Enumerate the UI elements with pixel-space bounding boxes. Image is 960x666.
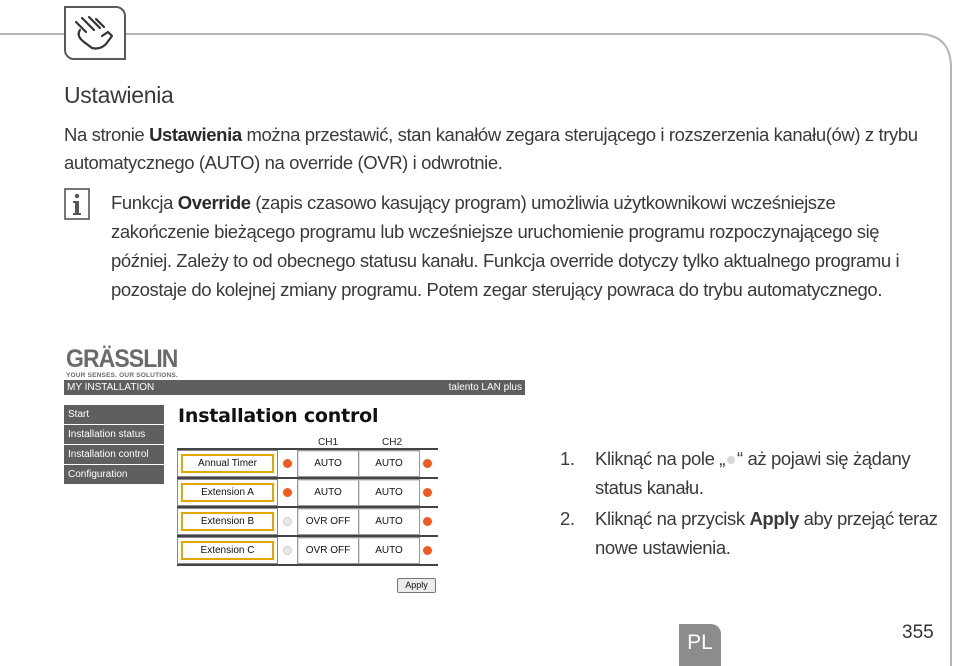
logo-slogan: YOUR SENSES. OUR SOLUTIONS.: [66, 372, 178, 379]
table-row: [177, 508, 437, 535]
device-name-box: [177, 450, 278, 477]
ch1-mode-button[interactable]: OVR OFF: [297, 508, 359, 535]
device-name-box: [177, 508, 278, 535]
status-dot-ch2: [423, 488, 432, 497]
step-text: aby przejąć teraz nowe ustawienia.: [595, 508, 938, 558]
status-dot-ch1: [283, 546, 292, 555]
status-dot-ch1: [283, 517, 292, 526]
step-bold: Apply: [749, 508, 799, 529]
apply-button[interactable]: Apply: [397, 578, 436, 593]
intro-text-1: Na stronie: [64, 124, 150, 145]
note-bold: Override: [177, 192, 251, 213]
top-bar: [64, 380, 525, 395]
sidebar: [64, 405, 164, 485]
step-1: [560, 444, 940, 502]
topbar-installation-label: MY INSTALLATION: [67, 382, 155, 393]
frame-corner: [918, 32, 954, 70]
status-dot-ch1: [283, 488, 292, 497]
sidebar-item-installation-status[interactable]: Installation status: [64, 425, 164, 444]
device-name: Extension C: [181, 541, 274, 560]
note-text-2: (zapis czasowo kasujący program) umożliwia użytkownikowi wcześniejsze zakończenie bieżącego programu lub wcześniejsze uruchomienie programu rozpoczynającego się później. Zależy to od obecnego statusu kanału. Funkcja override dotyczy tylko aktualnego programu i pozostaje do kolejnej zmiany programu. Potem zegar sterujący powraca do trybu automatycznego.: [111, 192, 900, 300]
language-tab: PL: [679, 624, 721, 666]
device-name: Extension A: [181, 483, 274, 502]
hand-icon: [64, 6, 126, 60]
logo-text: GRÄSSLIN: [66, 345, 178, 373]
status-dot-ch2: [423, 459, 432, 468]
step-text: Kliknąć na pole „: [595, 448, 725, 469]
row-divider: [177, 564, 438, 566]
page-heading: Installation control: [178, 405, 379, 427]
sidebar-item-configuration[interactable]: Configuration: [64, 465, 164, 484]
intro-text-2: można przestawić, stan kanałów zegara sterującego i rozszerzenia kanału(ów) z trybu automatycznego (AUTO) na override (OVR) i odwrotnie.: [64, 124, 918, 173]
note-paragraph: [111, 188, 911, 304]
status-dot-ch2: [423, 546, 432, 555]
instruction-steps: [560, 444, 940, 564]
note-text-1: Funkcja: [111, 192, 178, 213]
sidebar-item-installation-control[interactable]: Installation control: [64, 445, 164, 464]
frame-right-line: [950, 68, 952, 666]
ch1-mode-button[interactable]: OVR OFF: [297, 537, 359, 564]
ch1-mode-button[interactable]: AUTO: [297, 450, 359, 477]
frame-top-line: [0, 33, 920, 35]
ch2-mode-button[interactable]: AUTO: [358, 508, 420, 535]
table-row: [177, 450, 437, 477]
device-name: Extension B: [181, 512, 274, 531]
ch2-mode-button[interactable]: AUTO: [358, 479, 420, 506]
ch2-header: CH2: [382, 437, 403, 448]
step-number: 1.: [560, 448, 575, 469]
topbar-device-label: talento LAN plus: [448, 382, 522, 393]
status-dot-ch1: [283, 459, 292, 468]
grasslin-logo: [66, 346, 187, 379]
dot-icon: [727, 456, 735, 464]
table-row: [177, 537, 437, 564]
ch1-mode-button[interactable]: AUTO: [297, 479, 359, 506]
step-text: “ aż pojawi się żądany status kanału.: [595, 448, 911, 498]
ch1-header: CH1: [318, 437, 339, 448]
intro-bold: Ustawienia: [149, 124, 242, 145]
intro-paragraph: [64, 121, 934, 177]
device-name: Annual Timer: [181, 454, 274, 473]
info-icon: [64, 188, 90, 220]
sidebar-item-start[interactable]: Start: [64, 405, 164, 424]
page-number: 355: [902, 622, 934, 643]
table-row: [177, 479, 437, 506]
step-2: [560, 504, 940, 562]
device-name-box: [177, 479, 278, 506]
ch2-mode-button[interactable]: AUTO: [358, 450, 420, 477]
device-name-box: [177, 537, 278, 564]
step-text: Kliknąć na przycisk: [595, 508, 750, 529]
status-dot-ch2: [423, 517, 432, 526]
section-title: Ustawienia: [64, 82, 174, 108]
ch2-mode-button[interactable]: AUTO: [358, 537, 420, 564]
step-number: 2.: [560, 508, 575, 529]
